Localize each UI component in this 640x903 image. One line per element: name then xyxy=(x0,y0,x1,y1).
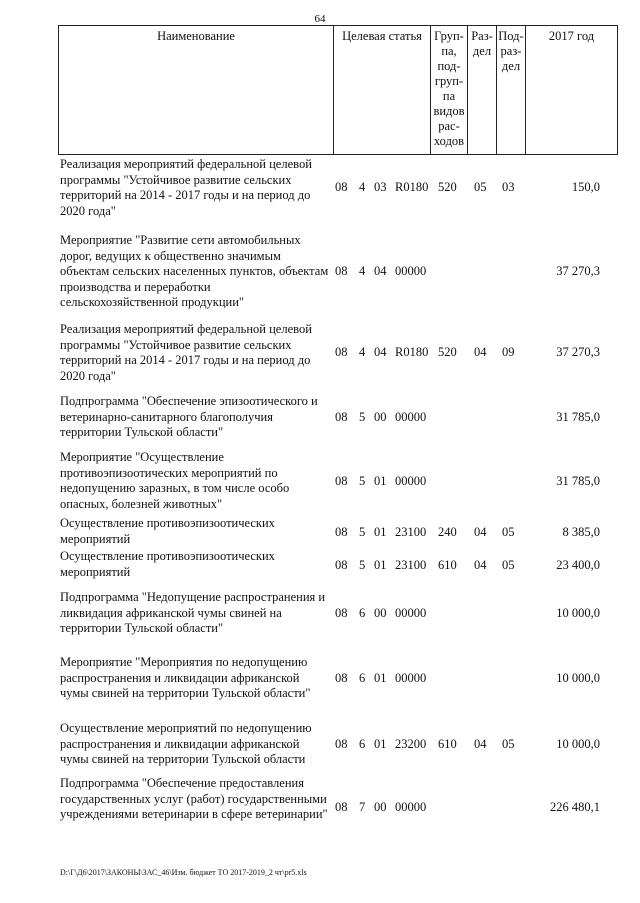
code-direction: R0180 xyxy=(395,345,429,359)
expense-group: 610 xyxy=(438,737,457,751)
code-program: 08 xyxy=(335,558,348,572)
code-activity: 01 xyxy=(374,474,387,488)
expense-group: 610 xyxy=(438,558,457,572)
amount: 10 000,0 xyxy=(556,737,600,751)
expense-group: 240 xyxy=(438,525,457,539)
code-activity: 04 xyxy=(374,345,387,359)
header-subsection: Под- раз- дел xyxy=(496,26,525,154)
code-program: 08 xyxy=(335,345,348,359)
code-direction: 00000 xyxy=(395,410,427,424)
code-subprogram: 6 xyxy=(359,671,366,685)
code-subprogram: 6 xyxy=(359,606,366,620)
code-program: 08 xyxy=(335,737,348,751)
section: 04 xyxy=(474,525,487,539)
code-subprogram: 4 xyxy=(359,345,366,359)
code-program: 08 xyxy=(335,671,348,685)
subsection: 05 xyxy=(502,737,515,751)
section: 04 xyxy=(474,558,487,572)
code-subprogram: 5 xyxy=(359,525,366,539)
header-section: Раз- дел xyxy=(467,26,496,154)
header-target-article: Целевая статья xyxy=(333,26,430,154)
code-subprogram: 4 xyxy=(359,264,366,278)
table-header xyxy=(58,25,618,155)
row-name: Осуществление противоэпизоотических мероприятий xyxy=(60,549,275,579)
section: 04 xyxy=(474,345,487,359)
code-activity: 04 xyxy=(374,264,387,278)
code-activity: 01 xyxy=(374,558,387,572)
row-name: Реализация мероприятий федеральной целевой программы "Устойчивое развитие сельских территорий на 2014 - 2017 годы и на период до 2020 года" xyxy=(60,322,312,383)
code-activity: 01 xyxy=(374,671,387,685)
code-activity: 00 xyxy=(374,410,387,424)
amount: 226 480,1 xyxy=(550,800,600,814)
subsection: 05 xyxy=(502,558,515,572)
row-name: Реализация мероприятий федеральной целевой программы "Устойчивое развитие сельских территорий на 2014 - 2017 годы и на период до 2020 года" xyxy=(60,157,312,218)
code-subprogram: 5 xyxy=(359,558,366,572)
code-program: 08 xyxy=(335,410,348,424)
code-activity: 03 xyxy=(374,180,387,194)
row-name: Подпрограмма "Обеспечение предоставления государственных услуг (работ) государственными учреждениями ветеринарии в сфере ветеринарии" xyxy=(60,776,328,821)
expense-group: 520 xyxy=(438,345,457,359)
row-name: Мероприятие "Мероприятия по недопущению распространения и ликвидации африканской чумы свиней на территории Тульской области" xyxy=(60,655,311,700)
subsection: 03 xyxy=(502,180,515,194)
code-subprogram: 4 xyxy=(359,180,366,194)
subsection: 05 xyxy=(502,525,515,539)
header-name: Наименование xyxy=(157,29,235,43)
code-direction: 23100 xyxy=(395,525,427,539)
code-program: 08 xyxy=(335,474,348,488)
amount: 31 785,0 xyxy=(556,474,600,488)
code-subprogram: 7 xyxy=(359,800,366,814)
amount: 31 785,0 xyxy=(556,410,600,424)
code-activity: 00 xyxy=(374,800,387,814)
code-direction: 00000 xyxy=(395,474,427,488)
code-activity: 00 xyxy=(374,606,387,620)
amount: 23 400,0 xyxy=(556,558,600,572)
expense-group: 520 xyxy=(438,180,457,194)
row-name: Мероприятие "Развитие сети автомобильных дорог, ведущих к общественно значимым объектам сельских населенных пунктов, объектам производства и переработки сельскохозяйственной продукции" xyxy=(60,233,329,309)
code-subprogram: 6 xyxy=(359,737,366,751)
code-activity: 01 xyxy=(374,737,387,751)
amount: 8 385,0 xyxy=(562,525,600,539)
amount: 10 000,0 xyxy=(556,606,600,620)
code-direction: R0180 xyxy=(395,180,429,194)
file-path-footer: D:\Г\Д6\2017\ЗАКОНЫ\ЗАС_46\Изм. бюджет ТО 2017-2019_2 чт\pr5.xls xyxy=(60,868,307,877)
amount: 37 270,3 xyxy=(556,264,600,278)
code-program: 08 xyxy=(335,264,348,278)
section: 04 xyxy=(474,737,487,751)
row-name: Мероприятие "Осуществление противоэпизоотических мероприятий по недопущению заразных, в том числе особо опасных, болезней животных" xyxy=(60,450,290,511)
code-direction: 00000 xyxy=(395,606,427,620)
code-direction: 23200 xyxy=(395,737,427,751)
amount: 10 000,0 xyxy=(556,671,600,685)
row-name: Подпрограмма "Недопущение распространения и ликвидация африканской чумы свиней на территории Тульской области" xyxy=(60,590,326,635)
row-name: Осуществление противоэпизоотических мероприятий xyxy=(60,516,275,546)
code-direction: 00000 xyxy=(395,264,427,278)
code-program: 08 xyxy=(335,800,348,814)
code-activity: 01 xyxy=(374,525,387,539)
header-expense-group: Груп- па, под- груп- па видов рас- ходов xyxy=(430,26,467,154)
row-name: Осуществление мероприятий по недопущению распространения и ликвидации африканской чумы свиней на территории Тульской области xyxy=(60,721,312,766)
amount: 37 270,3 xyxy=(556,345,600,359)
code-direction: 23100 xyxy=(395,558,427,572)
code-program: 08 xyxy=(335,606,348,620)
subsection: 09 xyxy=(502,345,515,359)
page-number: 64 xyxy=(314,13,326,25)
code-program: 08 xyxy=(335,525,348,539)
section: 05 xyxy=(474,180,487,194)
code-direction: 00000 xyxy=(395,671,427,685)
amount: 150,0 xyxy=(571,180,600,194)
code-program: 08 xyxy=(335,180,348,194)
header-year-2017: 2017 год xyxy=(525,26,617,154)
code-subprogram: 5 xyxy=(359,410,366,424)
code-direction: 00000 xyxy=(395,800,427,814)
row-name: Подпрограмма "Обеспечение эпизоотического и ветеринарно-санитарного благополучия территории Тульской области" xyxy=(60,394,318,439)
code-subprogram: 5 xyxy=(359,474,366,488)
